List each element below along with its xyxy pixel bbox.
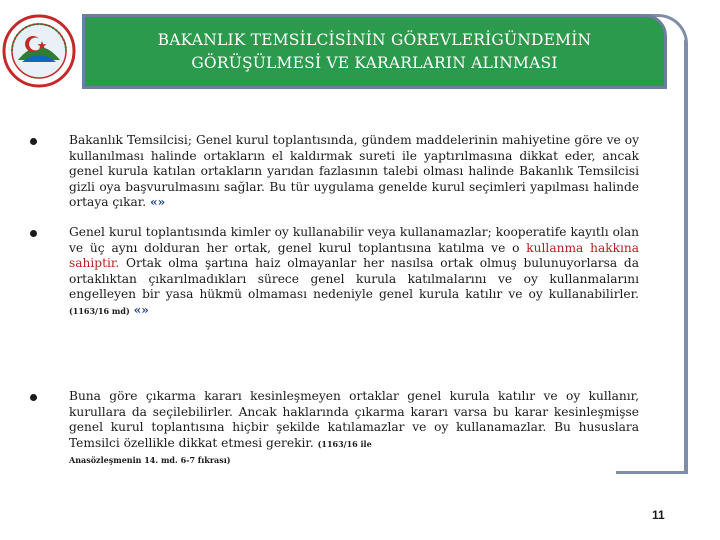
bullet-2-highlight: kullanma hakkına sahiptir. — [69, 240, 639, 271]
bullet-2-body: Genel kurul toplantısında kimler oy kullanabilir veya kullanamazlar; kooperatife kayıtlı olan ve üç aynı dolduran her ortak, genel kurul toplantısına katılma ve o — [69, 225, 639, 255]
bullet-dot-icon — [30, 230, 37, 237]
bullet-dot-icon — [30, 138, 37, 145]
bullet-text-1 — [69, 133, 639, 211]
bullet-text-3 — [69, 389, 639, 469]
bullet-2-mark: «» — [133, 302, 149, 317]
bullet-3-body: Buna göre çıkarma kararı kesinleşmeyen ortaklar genel kurula katılır ve oy kullanır, kurullara da seçilebilirler. Ancak haklarında çıkarma kararı varsa bu karar kesinleşmişse genel kurul toplantısına hiçbir şekilde katılamazlar ve oy kullanamazlar. Bu hususlara Temsilci özellikle dikkat etmesi gerekir. — [69, 389, 639, 450]
slide-title-line-2: GÖRÜŞÜLMESİ VE KARARLARIN ALINMASI — [191, 53, 558, 72]
bullet-text-2 — [69, 225, 639, 320]
slide-title-line-1: BAKANLIK TEMSİLCİSİNİN GÖREVLERİGÜNDEMİN — [157, 30, 592, 49]
ministry-emblem-icon — [2, 14, 76, 88]
bullet-1-body: Bakanlık Temsilcisi; Genel kurul toplantısında, gündem maddelerinin mahiyetine göre ve oy kullanılması halinde ortakların el kaldırmak sureti ile yaptırılmasına dikkat eder, ancak genel kurula katılan ortakların yarıdan fazlasının talebi olması halinde Bakanlık Temsilcisi gizli oya başvurulmasını sağlar. Bu tür uygulama genelde kurul seçimleri yapılması halinde ortaya çıkar. — [69, 133, 639, 210]
title-banner — [82, 14, 667, 89]
slide-frame-right-edge — [684, 40, 687, 474]
slide-frame-bottom-edge — [616, 471, 686, 474]
bullet-3-reference-continued: Anasözleşmenin 14. md. 6-7 fıkrası) — [69, 455, 231, 466]
bullet-1-mark: «» — [149, 195, 166, 210]
bullet-2-reference: (1163/16 md) — [69, 305, 130, 316]
bullet-dot-icon — [30, 394, 37, 401]
bullet-3-reference: (1163/16 ile — [317, 438, 372, 449]
bullet-2-body-continued: Ortak olma şartına haiz olmayanlar her nasılsa ortak olmuş bulunuyorlarsa da ortaklıktan çıkarılmadıkları sürece genel kurula katılmalarını ve oy kullanmalarını engelleyen bir yasa hükmü olmaması nedeniyle genel kurula katılır ve oy kullanabilirler. — [69, 256, 640, 302]
page-number: 11 — [652, 508, 665, 522]
